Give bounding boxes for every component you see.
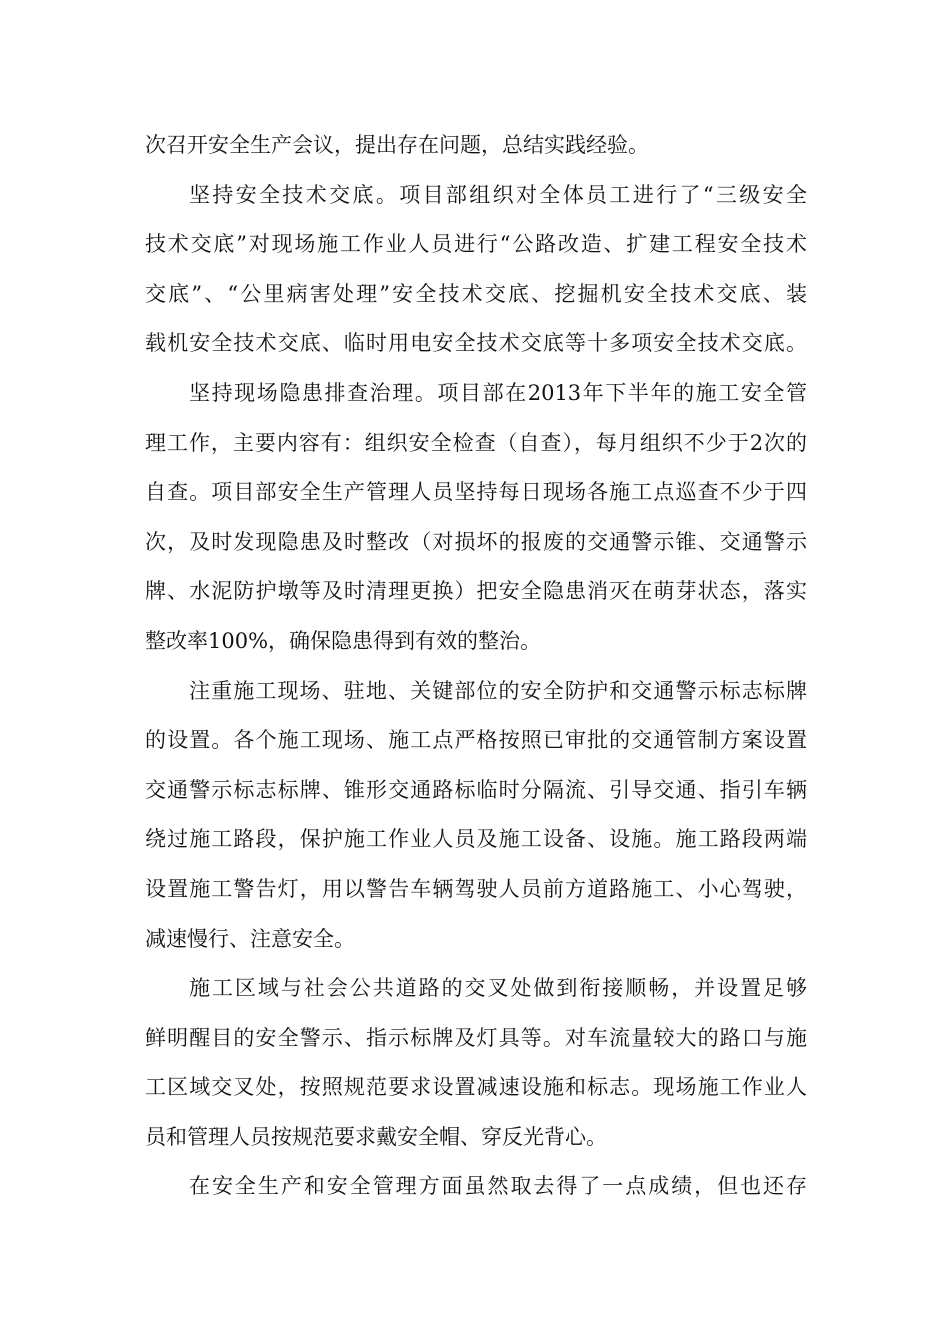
text-line: 自查。项目部安全生产管理人员坚持每日现场各施工点巡查不少于四 xyxy=(145,480,807,505)
document-page xyxy=(145,121,807,1212)
paragraph-achievements xyxy=(145,1162,807,1212)
text-line: 工区域交叉处，按照规范要求设置减速设施和标志。现场施工作业人 xyxy=(145,1075,807,1100)
text-line: 交底”、“公里病害处理”安全技术交底、挖掘机安全技术交底、装 xyxy=(145,281,807,306)
text-line: 整改率100%，确保隐患得到有效的整治。 xyxy=(145,628,542,653)
text-line: 施工区域与社会公共道路的交叉处做到衔接顺畅，并设置足够 xyxy=(189,976,807,1001)
text-line: 牌、水泥防护墩等及时清理更换）把安全隐患消灭在萌芽状态，落实 xyxy=(145,579,807,604)
text-line: 次，及时发现隐患及时整改（对损坏的报废的交通警示锥、交通警示 xyxy=(145,529,807,554)
text-line: 次召开安全生产会议，提出存在问题，总结实践经验。 xyxy=(145,133,649,157)
text-line: 注重施工现场、驻地、关键部位的安全防护和交通警示标志标牌 xyxy=(189,678,807,703)
text-line: 技术交底”对现场施工作业人员进行“公路改造、扩建工程安全技术 xyxy=(145,232,807,257)
text-line: 交通警示标志标牌、锥形交通路标临时分隔流、引导交通、指引车辆 xyxy=(145,777,807,802)
text-line: 理工作，主要内容有：组织安全检查（自查），每月组织不少于2次的 xyxy=(145,430,807,455)
text-line: 坚持现场隐患排查治理。项目部在2013年下半年的施工安全管 xyxy=(189,380,807,405)
text-line: 员和管理人员按规范要求戴安全帽、穿反光背心。 xyxy=(145,1124,607,1149)
paragraph-hazard-inspection xyxy=(145,369,807,667)
text-line: 减速慢行、注意安全。 xyxy=(145,926,355,951)
paragraph-safety-briefing xyxy=(145,171,807,369)
text-line: 鲜明醒目的安全警示、指示标牌及灯具等。对车流量较大的路口与施 xyxy=(145,1025,807,1050)
text-line: 载机安全技术交底、临时用电安全技术交底等十多项安全技术交底。 xyxy=(145,331,807,356)
paragraph-traffic-signage xyxy=(145,667,807,965)
paragraph-intersection-safety xyxy=(145,964,807,1162)
text-line: 绕过施工路段，保护施工作业人员及施工设备、设施。施工路段两端 xyxy=(145,827,807,852)
text-line: 在安全生产和安全管理方面虽然取去得了一点成绩，但也还存 xyxy=(189,1174,807,1199)
paragraph-meeting-summary xyxy=(145,121,807,171)
text-line: 设置施工警告灯，用以警告车辆驾驶人员前方道路施工、小心驾驶， xyxy=(145,876,807,901)
text-line: 的设置。各个施工现场、施工点严格按照已审批的交通管制方案设置 xyxy=(145,728,807,753)
text-line: 坚持安全技术交底。项目部组织对全体员工进行了“三级安全 xyxy=(189,182,807,207)
